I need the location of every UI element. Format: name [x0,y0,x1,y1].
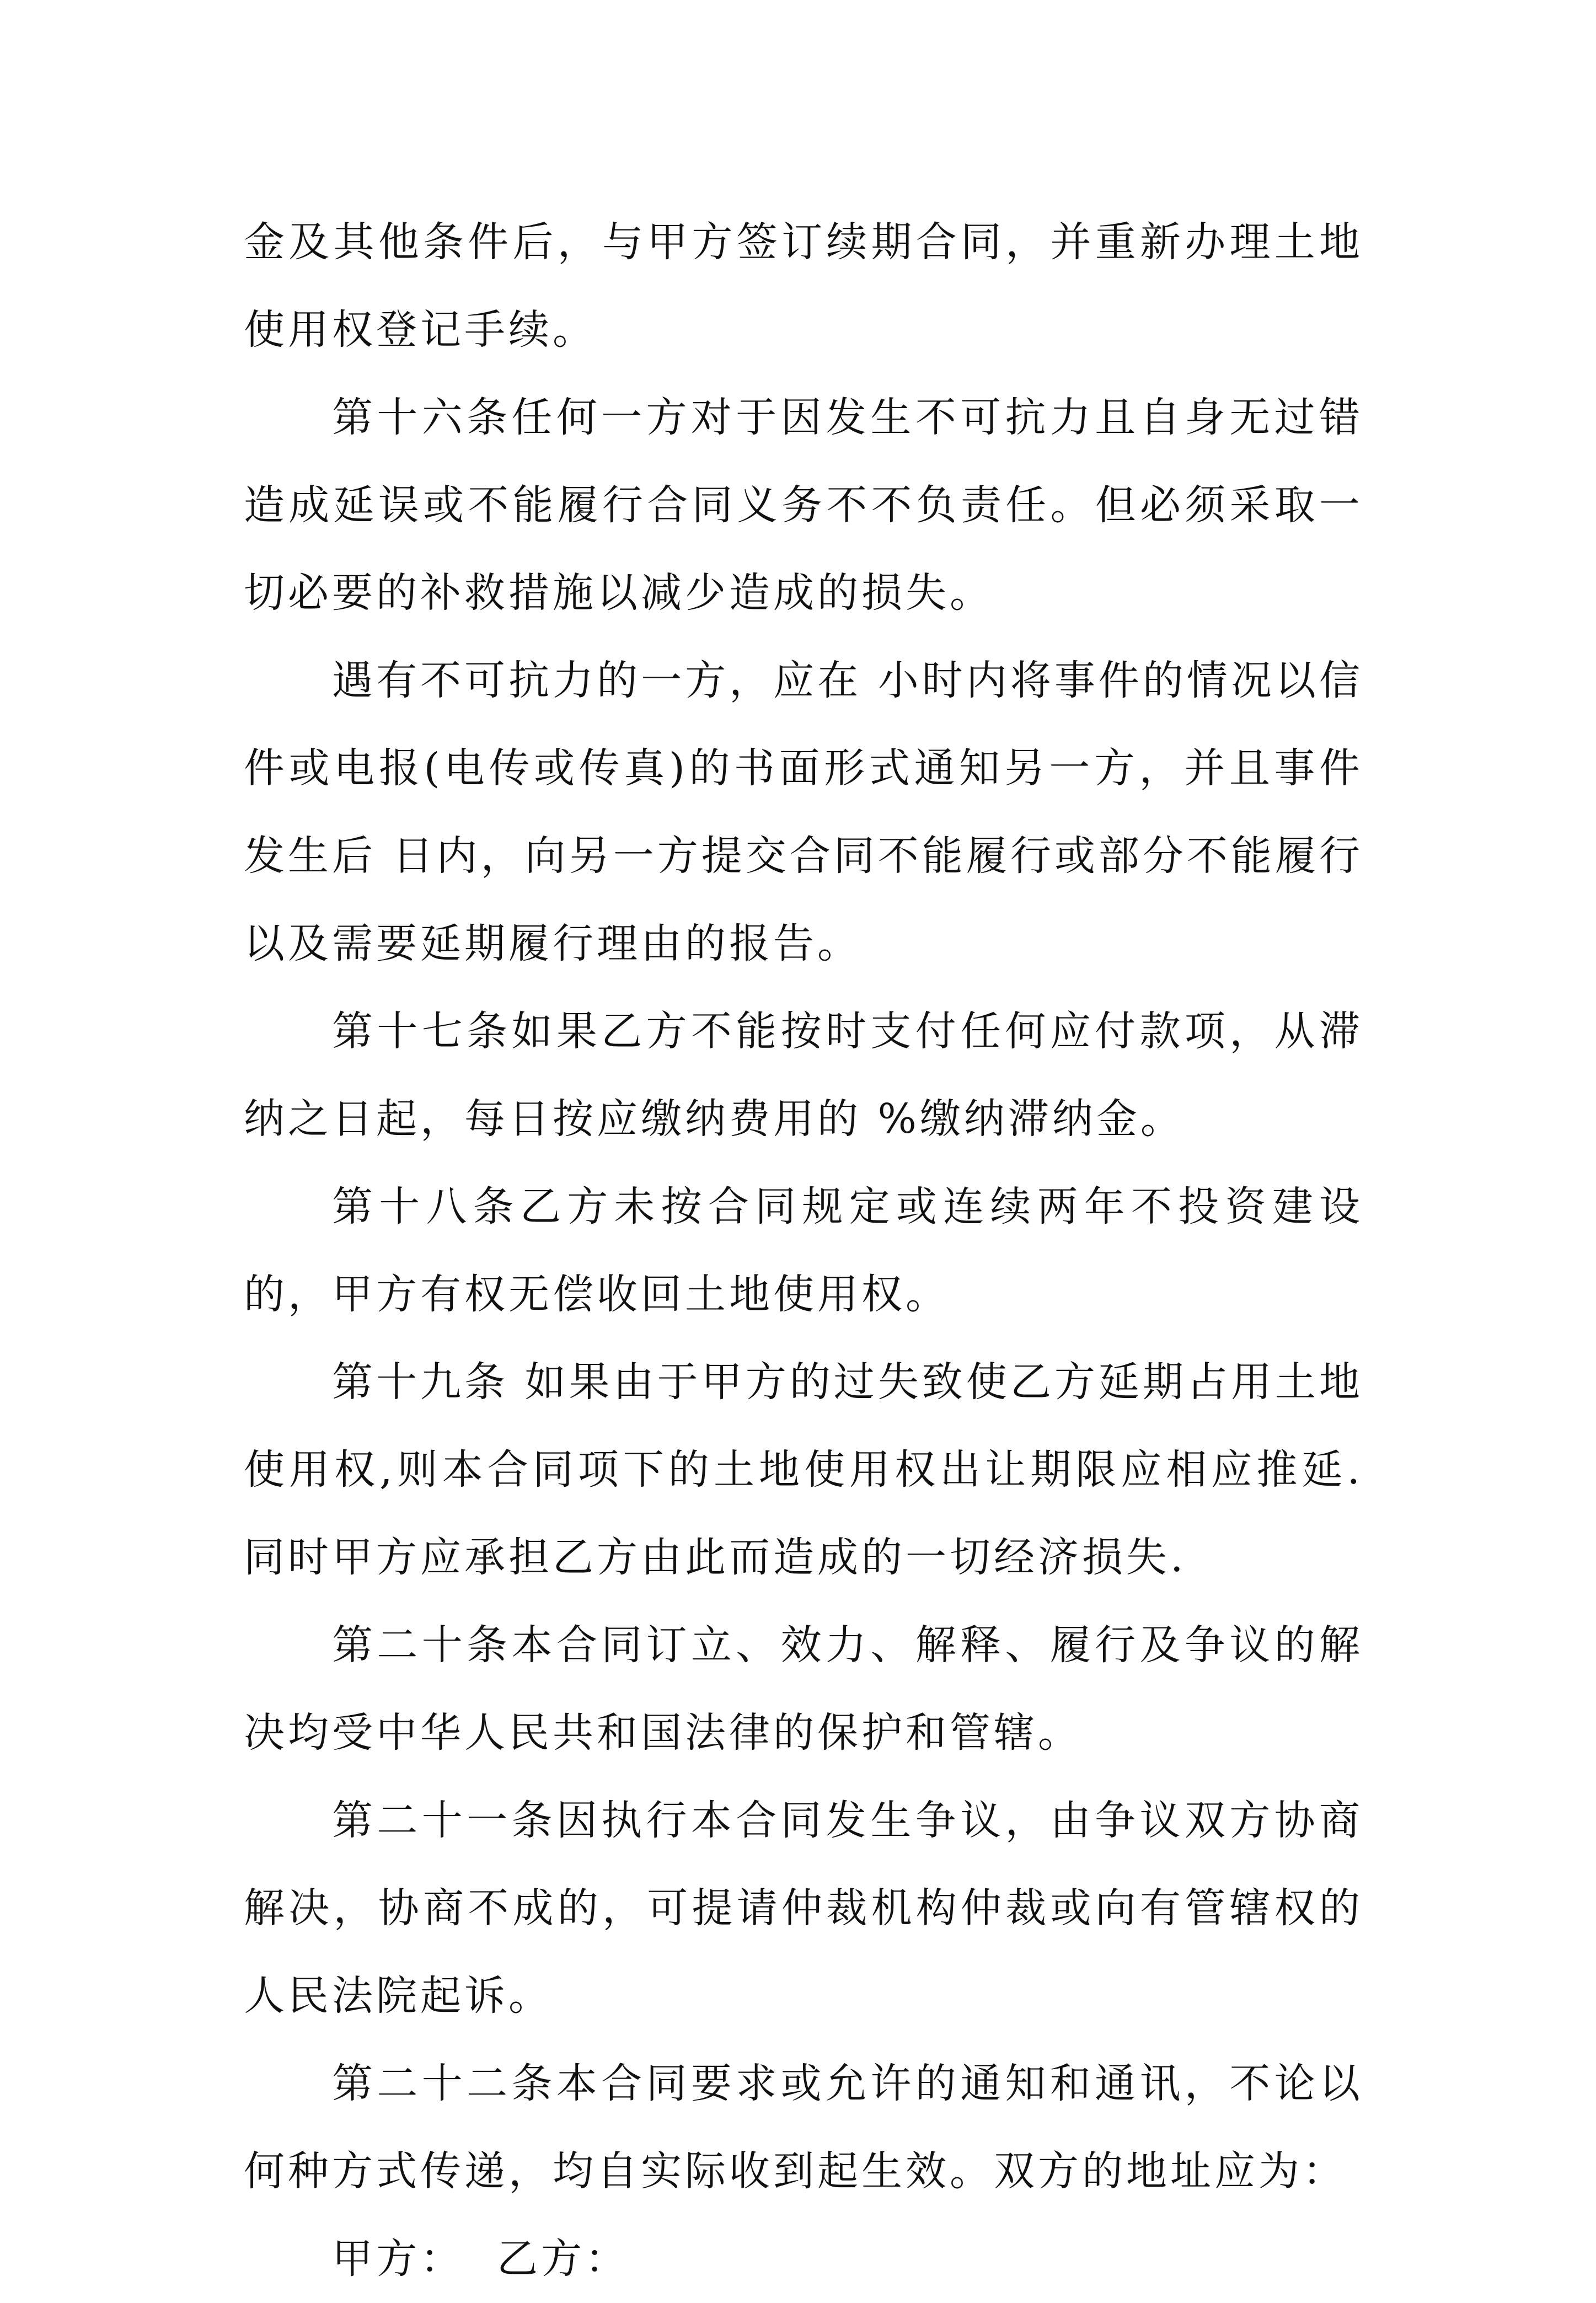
party-address-line [244,2215,1363,2303]
paragraph-continuation: 金及其他条件后，与甲方签订续期合同，并重新办理土地使用权登记手续。 [244,218,1363,354]
paragraph-force-majeure-notice: 遇有不可抗力的一方，应在 小时内将事件的情况以信件或电报(电传或传真)的书面形式通知另一方，并且事件发生后 日内，向另一方提交合同不能履行或部分不能履行以及需要延期履行理由的报告。 [244,657,1363,967]
paragraph-article-20: 第二十条本合同订立、效力、解释、履行及争议的解决均受中华人民共和国法律的保护和管辖。 [244,1621,1363,1756]
paragraph-article-16: 第十六条任何一方对于因发生不可抗力且自身无过错造成延误或不能履行合同义务不不负责任。但必须采取一切必要的补救措施以减少造成的损失。 [244,394,1363,617]
paragraph-article-21: 第二十一条因执行本合同发生争议，由争议双方协商解决，协商不成的，可提请仲裁机构仲裁或向有管辖权的人民法院起诉。 [244,1797,1363,2020]
party-a-label: 甲方： [332,2235,464,2283]
paragraph-article-22: 第二十二条本合同要求或允许的通知和通讯，不论以何种方式传递，均自实际收到起生效。双方的地址应为： [244,2060,1363,2195]
contract-body [244,199,1363,2303]
party-gap [464,2235,497,2283]
paragraph-article-17: 第十七条如果乙方不能按时支付任何应付款项，从滞纳之日起，每日按应缴纳费用的 %缴纳滞纳金。 [244,1008,1363,1143]
paragraph-article-18: 第十八条乙方未按合同规定或连续两年不投资建设的，甲方有权无偿收回土地使用权。 [244,1183,1363,1318]
paragraph-article-19: 第十九条 如果由于甲方的过失致使乙方延期占用土地使用权,则本合同项下的土地使用权出让期限应相应推延.同时甲方应承担乙方由此而造成的一切经济损失. [244,1358,1363,1581]
party-b-label: 乙方： [497,2235,630,2283]
